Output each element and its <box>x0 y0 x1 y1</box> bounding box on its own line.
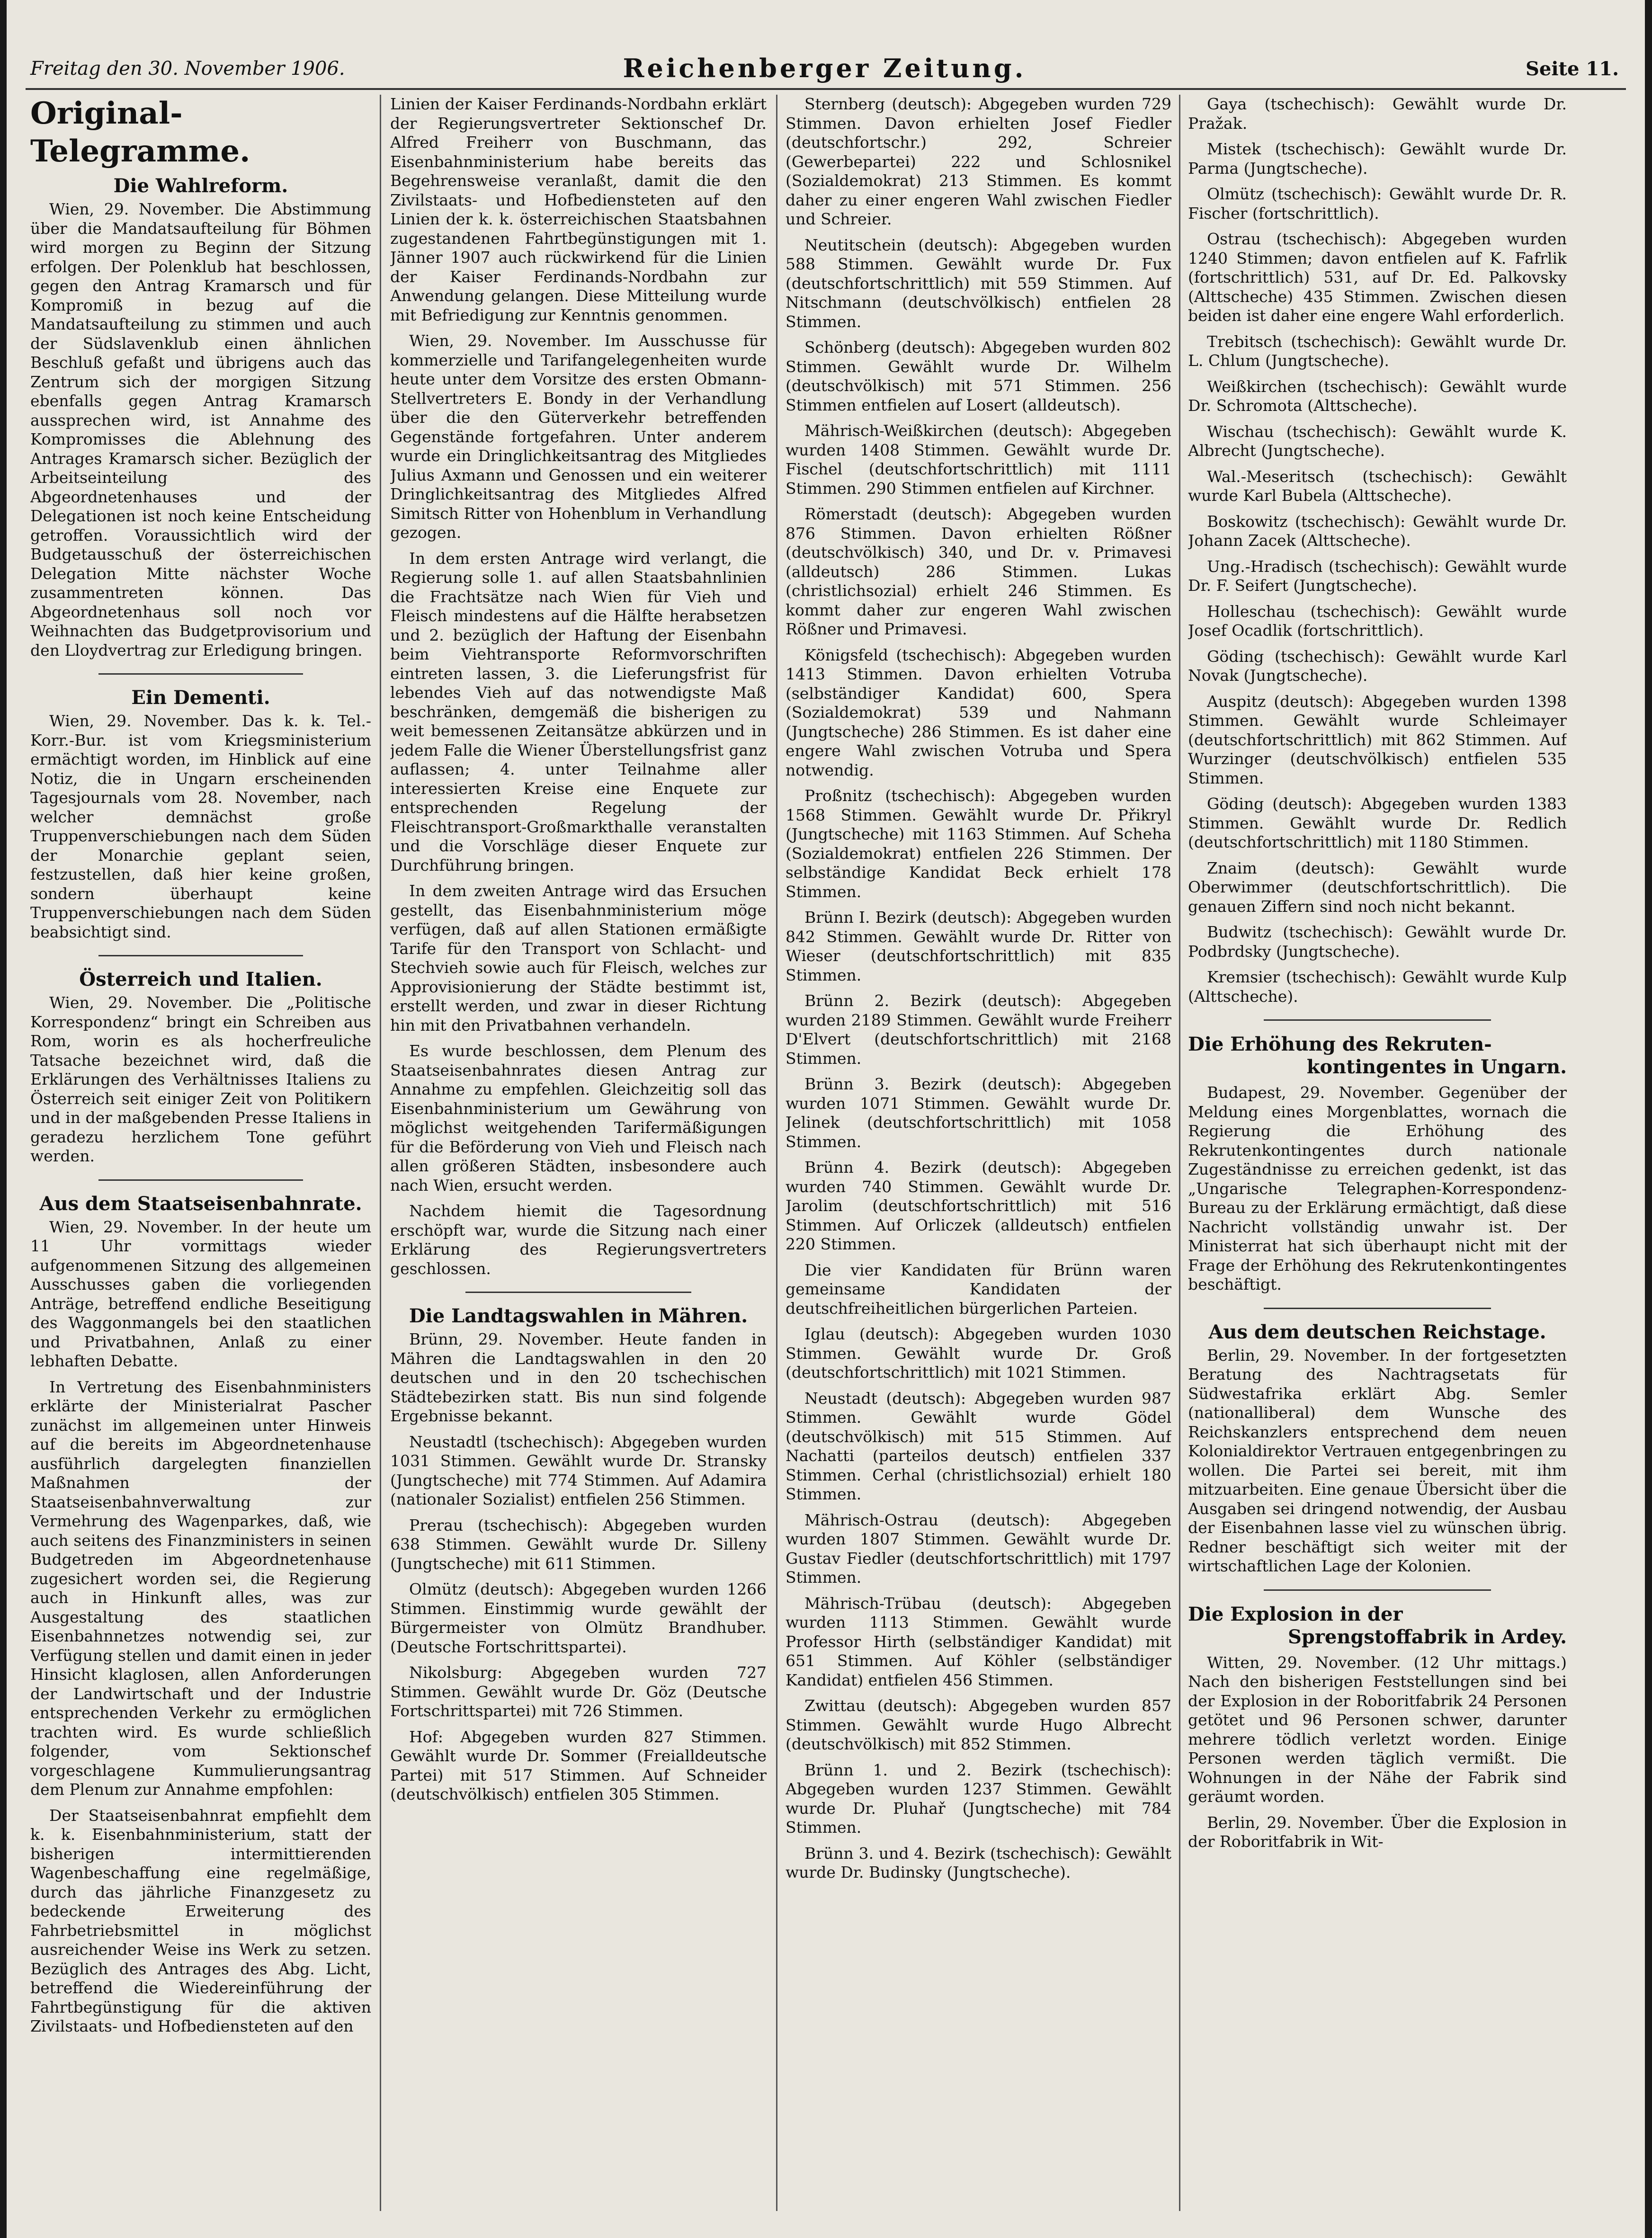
election-result: Nikolsburg: Abgegeben wurden 727 Stimmen. Gewählt wurde Dr. Göz (Deutsche Fortschrittspartei) mit 726 Stimmen. <box>390 1663 767 1720</box>
article-paragraph: Wien, 29. November. Die „Politische Korrespondenz“ bringt ein Schreiben aus Rom, worin es als hocherfreuliche Tatsache bezeichnet wird, daß die Erklärungen des Verhältnisses Italiens zu Österreich seit einiger Zeit von Politikern und in der maßgebenden Presse Italiens in geradezu herzlichem Tone geführt werden. <box>30 993 371 1165</box>
election-result: Brünn 3. Bezirk (deutsch): Abgegeben wurden 1071 Stimmen. Gewählt wurde Dr. Jelinek (deutschfortschrittlich) mit 1058 Stimmen. <box>786 1075 1171 1151</box>
election-result: Ung.-Hradisch (tschechisch): Gewählt wurde Dr. F. Seifert (Jungtscheche). <box>1188 557 1567 595</box>
election-result: Brünn I. Bezirk (deutsch): Abgegeben wurden 842 Stimmen. Gewählt wurde Dr. Ritter von Wieser (deutschfortschrittlich) mit 835 Stimmen. <box>786 908 1171 984</box>
election-result: Proßnitz (tschechisch): Abgegeben wurden 1568 Stimmen. Gewählt wurde Dr. Přikryl (Jungtscheche) mit 1163 Stimmen. Auf Scheha (Sozialdemokrat) entfielen 226 Stimmen. Der selbständige Kandidat Beck erhielt 178 Stimmen. <box>786 786 1171 901</box>
masthead: Reichenberger Zeitung. <box>623 53 1027 83</box>
heading-line: kontingentes in Ungarn. <box>1306 1056 1567 1078</box>
page-header <box>30 50 1619 88</box>
article-separator <box>1264 1308 1491 1309</box>
election-result: Mährisch-Ostrau (deutsch): Abgegeben wurden 1807 Stimmen. Gewählt wurde Dr. Gustav Fiedler (deutschfortschrittlich) mit 1797 Stimmen. <box>786 1510 1171 1587</box>
article-heading: Die Wahlreform. <box>113 175 288 197</box>
election-result: Weißkirchen (tschechisch): Gewählt wurde Dr. Schromota (Alttscheche). <box>1188 377 1567 415</box>
article-separator <box>465 1292 691 1293</box>
newspaper-page <box>7 0 1645 2238</box>
election-result: Trebitsch (tschechisch): Gewählt wurde Dr. L. Chlum (Jungtscheche). <box>1188 332 1567 370</box>
election-result: Neustadt (deutsch): Abgegeben wurden 987 Stimmen. Gewählt wurde Gödel (deutschvölkisch) mit 515 Stimmen. Auf Nachatti (parteilos deutsch) entfielen 337 Stimmen. Cerhal (christlichsozial) erhielt 180 Stimmen. <box>786 1389 1171 1503</box>
election-result: Wischau (tschechisch): Gewählt wurde K. Albrecht (Jungtscheche). <box>1188 422 1567 460</box>
article-separator <box>98 673 303 675</box>
article-paragraph: Berlin, 29. November. Über die Explosion in der Roboritfabrik in Wit- <box>1188 1813 1567 1851</box>
column-divider <box>380 95 381 2211</box>
election-result: Brünn 4. Bezirk (deutsch): Abgegeben wurden 740 Stimmen. Gewählt wurde Dr. Jarolim (deutschfortschrittlich) mit 516 Stimmen. Auf Orliczek (alldeutsch) entfielen 220 Stimmen. <box>786 1158 1171 1253</box>
article-heading: Österreich und Italien. <box>79 968 322 990</box>
election-result: Göding (tschechisch): Gewählt wurde Karl Novak (Jungtscheche). <box>1188 647 1567 685</box>
election-result: Ostrau (tschechisch): Abgegeben wurden 1240 Stimmen; davon entfielen auf K. Fafrlik (fortschrittlich) 531, auf Dr. Ed. Palkovsky (Alttscheche) 435 Stimmen. Zwischen diesen beiden ist daher eine engere Wahl erforderlich. <box>1188 230 1567 325</box>
election-result: Kremsier (tschechisch): Gewählt wurde Kulp (Alttscheche). <box>1188 968 1567 1006</box>
election-result: Boskowitz (tschechisch): Gewählt wurde Dr. Johann Zacek (Alttscheche). <box>1188 512 1567 550</box>
election-result: Brünn 2. Bezirk (deutsch): Abgegeben wurden 2189 Stimmen. Gewählt wurde Freiherr D'Elvert (deutschfortschrittlich) mit 2168 Stimmen. <box>786 991 1171 1068</box>
heading-line: Die Explosion in der <box>1188 1603 1403 1625</box>
election-result: Wal.-Meseritsch (tschechisch): Gewählt wurde Karl Bubela (Alttscheche). <box>1188 467 1567 505</box>
election-result: Olmütz (deutsch): Abgegeben wurden 1266 Stimmen. Einstimmig wurde gewählt der Bürgermeister von Olmütz Brandhuber. (Deutsche Fortschrittspartei). <box>390 1580 767 1656</box>
column-1 <box>30 95 371 2225</box>
article-heading: Aus dem deutschen Reichstage. <box>1208 1320 1546 1343</box>
article-heading: Aus dem Staatseisenbahnrate. <box>39 1192 362 1215</box>
article-separator <box>1264 1589 1491 1591</box>
article-paragraph: Wien, 29. November. Die Abstimmung über die Mandatsaufteilung für Böhmen wird morgen zu Beginn der Sitzung erfolgen. Der Polenklub hat beschlossen, gegen den Antrag Kramarsch und für Kompromiß in bezug auf die Mandatsaufteilung zu stimmen und auch der Südslavenklub einen ähnlichen Beschluß gefaßt und übrigens auch das Zentrum sich der morgigen Sitzung ebenfalls gegen Antrag Kramarsch aussprechen wird, ist Annahme des Kompromisses die Ablehnung des Antrages Kramarsch sicher. Bezüglich der Arbeitseinteilung des Abgeordnetenhauses und der Delegationen ist noch keine Entscheidung getroffen. Voraussichtlich wird der Budgetausschuß der österreichischen Delegation Mitte nächster Woche zusammentreten können. Das Abgeordnetenhaus soll noch vor Weihnachten das Budgetprovisorium und den Lloydvertrag zur Erledigung bringen. <box>30 200 371 660</box>
article-paragraph: Wien, 29. November. In der heute um 11 Uhr vormittags wieder aufgenommenen Sitzung des allgemeinen Ausschusses gaben die vorliegenden Anträge, betreffend endliche Beseitigung des Waggonmangels bei den staatlichen und Privatbahnen, Anlaß zu einer lebhaften Debatte. <box>30 1217 371 1370</box>
article-heading <box>1188 1603 1567 1649</box>
article-paragraph: Brünn, 29. November. Heute fanden in Mähren die Landtagswahlen in den 20 deutschen und in den 20 tschechischen Städtebezirken statt. Bis nun sind folgende Ergebnisse bekannt. <box>390 1330 767 1425</box>
election-result: Zwittau (deutsch): Abgegeben wurden 857 Stimmen. Gewählt wurde Hugo Albrecht (deutschvölkisch) mit 852 Stimmen. <box>786 1696 1171 1753</box>
article-paragraph: Der Staatseisenbahnrat empfiehlt dem k. k. Eisenbahnministerium, statt der bisherigen intermittierenden Wagenbeschaffung eine regelmäßige, durch das jährliche Finanzgesetz zu bedeckende Erweiterung des Fahrbetriebsmittel in möglichst ausreichender Weise ins Werk zu setzen. Bezüglich des Antrages des Abg. Licht, betreffend die Wiedereinführung der Fahrtbegünstigung für die aktiven Zivilstaats- und Hofbediensteten auf den <box>30 1806 371 2035</box>
page-number: Seite 11. <box>1526 58 1619 80</box>
election-result: Göding (deutsch): Abgegeben wurden 1383 Stimmen. Gewählt wurde Dr. Redlich (deutschfortschrittlich) mit 1180 Stimmen. <box>1188 794 1567 851</box>
article-separator <box>98 1179 303 1181</box>
election-result: Mistek (tschechisch): Gewählt wurde Dr. Parma (Jungtscheche). <box>1188 140 1567 178</box>
election-result: Auspitz (deutsch): Abgegeben wurden 1398 Stimmen. Gewählt wurde Schleimayer (deutschfortschrittlich) mit 862 Stimmen. Auf Wurzinger (deutschvölkisch) entfielen 535 Stimmen. <box>1188 692 1567 787</box>
article-heading: Ein Dementi. <box>131 687 270 709</box>
column-4 <box>1188 95 1567 2225</box>
header-date: Freitag den 30. November 1906. <box>30 58 345 80</box>
article-paragraph: Budapest, 29. November. Gegenüber der Meldung eines Morgenblattes, wornach die Regierung die Erhöhung des Rekrutenkontingentes durch nationale Zugeständnisse zu erreichen gedenkt, ist das „Ungarische Telegraphen-Korrespondenz-Bureau zu der Erklärung ermächtigt, daß diese Nachricht vollständig unwahr ist. Der Ministerrat hat sich überhaupt nicht mit der Frage der Erhöhung des Rekrutenkontingentes beschäftigt. <box>1188 1083 1567 1293</box>
election-result: Schönberg (deutsch): Abgegeben wurden 802 Stimmen. Gewählt wurde Dr. Wilhelm (deutschvölkisch) mit 571 Stimmen. 256 Stimmen entfielen auf Losert (alldeutsch). <box>786 338 1171 414</box>
article-paragraph: Berlin, 29. November. In der fortgesetzten Beratung des Nachtragsetats für Südwestafrika erklärt Abg. Semler (nationalliberal) dem Wunsche des Reichskanzlers entsprechend dem neuen Kolonialdirektor Vertrauen entgegenbringen zu wollen. Die Partei sei bereit, mit ihm mitzuarbeiten. Eine genaue Übersicht über die Ausgaben sei dringend notwendig, der Ausbau der Eisenbahnen lasse viel zu wünschen übrig. Redner beschäftigt sich weiter mit der wirtschaftlichen Lage der Kolonien. <box>1188 1346 1567 1575</box>
election-result: Znaim (deutsch): Gewählt wurde Oberwimmer (deutschfortschrittlich). Die genauen Ziffern sind noch nicht bekannt. <box>1188 858 1567 916</box>
column-divider <box>1179 95 1180 2211</box>
election-result: Neutitschein (deutsch): Abgegeben wurden 588 Stimmen. Gewählt wurde Dr. Fux (deutschfortschrittlich) mit 559 Stimmen. Auf Nitschmann (deutschvölkisch) entfielen 28 Stimmen. <box>786 235 1171 331</box>
election-result: Mährisch-Trübau (deutsch): Abgegeben wurden 1113 Stimmen. Gewählt wurde Professor Hirth (selbständiger Kandidat) mit 651 Stimmen. Auf Köhler (selbständiger Kandidat) entfielen 456 Stimmen. <box>786 1594 1171 1689</box>
heading-line: Die Erhöhung des Rekruten- <box>1188 1033 1492 1055</box>
section-title: Original-Telegramme. <box>30 96 250 169</box>
election-result: Mährisch-Weißkirchen (deutsch): Abgegeben wurden 1408 Stimmen. Gewählt wurde Dr. Fischel (deutschfortschrittlich) mit 1111 Stimmen. 290 Stimmen entfielen auf Kirchner. <box>786 421 1171 498</box>
column-2 <box>390 95 767 2225</box>
article-paragraph: Nachdem hiemit die Tagesordnung erschöpft war, wurde die Sitzung nach einer Erklärung des Regierungsvertreters geschlossen. <box>390 1202 767 1278</box>
article-paragraph: Wien, 29. November. Das k. k. Tel.-Korr.-Bur. ist vom Kriegsministerium ermächtigt worden, im Hinblick auf eine Notiz, die in Ungarn erscheinenden Tagesjournals vom 28. November, nach welcher demnächst große Truppenverschiebungen nach dem Süden der Monarchie geplant seien, festzustellen, daß hier keine großen, sondern überhaupt keine Truppenverschiebungen nach dem Süden beabsichtigt sind. <box>30 712 371 941</box>
article-heading: Die Landtagswahlen in Mähren. <box>409 1305 748 1327</box>
election-result: Brünn 1. und 2. Bezirk (tschechisch): Abgegeben wurden 1237 Stimmen. Gewählt wurde Dr. Pluhař (Jungtscheche) mit 784 Stimmen. <box>786 1760 1171 1837</box>
heading-line: Sprengstoffabrik in Ardey. <box>1287 1625 1567 1648</box>
column-3 <box>786 95 1171 2225</box>
election-result: Budwitz (tschechisch): Gewählt wurde Dr. Podbrdsky (Jungtscheche). <box>1188 923 1567 961</box>
election-result: Olmütz (tschechisch): Gewählt wurde Dr. R. Fischer (fortschrittlich). <box>1188 185 1567 223</box>
article-separator <box>1264 1019 1491 1021</box>
header-rule <box>26 88 1626 90</box>
election-result: Königsfeld (tschechisch): Abgegeben wurden 1413 Stimmen. Davon erhielten Votruba (selbständiger Kandidat) 600, Spera (Sozialdemokrat) 539 und Nahmann (Jungtscheche) 286 Stimmen. Es ist daher eine engere Wahl zwischen Votruba und Spera notwendig. <box>786 645 1171 779</box>
article-paragraph: Witten, 29. November. (12 Uhr mittags.) Nach den bisherigen Feststellungen sind bei der Explosion in der Roboritfabrik 24 Personen getötet und 96 Personen schwer, darunter mehrere tödlich verletzt worden. Einige Personen werden täglich vermißt. Die Wohnungen in der Nähe der Fabrik sind geräumt worden. <box>1188 1653 1567 1806</box>
election-result: Römerstadt (deutsch): Abgegeben wurden 876 Stimmen. Davon erhielten Rößner (deutschvölkisch) 340, und Dr. v. Primavesi (alldeutsch) 286 Stimmen. Lukas (christlichsozial) erhielt 246 Stimmen. Es kommt daher zur engeren Wahl zwischen Rößner und Primavesi. <box>786 505 1171 638</box>
election-result: Sternberg (deutsch): Abgegeben wurden 729 Stimmen. Davon erhielten Josef Fiedler (deutschfortschr.) 292, Schreier (Gewerbepartei) 222 und Schlosnikel (Sozialdemokrat) 213 Stimmen. Es kommt daher zu einer engeren Wahl zwischen Fiedler und Schreier. <box>786 95 1171 228</box>
article-paragraph: Die vier Kandidaten für Brünn waren gemeinsame Kandidaten der deutschfreiheitlichen bürgerlichen Parteien. <box>786 1260 1171 1318</box>
article-paragraph: Wien, 29. November. Im Ausschusse für kommerzielle und Tarifangelegenheiten wurde heute unter dem Vorsitze des ersten Obmann-Stellvertreters E. Bondy in der Verhandlung über die den Güterverkehr betreffenden Gegenstände fortgefahren. Unter anderem wurde ein Dringlichkeitsantrag des Mitgliedes Julius Axmann und Genossen und ein weiterer Dringlichkeitsantrag des Mitgliedes Alfred Simitsch Ritter von Hohenblum in Verhandlung gezogen. <box>390 331 767 542</box>
election-result: Iglau (deutsch): Abgegeben wurden 1030 Stimmen. Gewählt wurde Dr. Groß (deutschfortschrittlich) mit 1021 Stimmen. <box>786 1325 1171 1382</box>
column-divider <box>776 95 777 2211</box>
article-paragraph: In Vertretung des Eisenbahnministers erklärte der Ministerialrat Pascher zunächst im allgemeinen unter Hinweis auf die bereits im Abgeordnetenhause ausführlich dargelegten finanziellen Maßnahmen der Staatseisenbahnverwaltung zur Vermehrung des Wagenparkes, daß, wie auch seitens des Finanzministers in seinen Budgetreden im Abgeordnetenhause zugesichert worden sei, die Regierung auch in Hinkunft alles, was zur Ausgestaltung des staatlichen Eisenbahnnetzes notwendig sei, zur Verfügung stellen und damit einen in jeder Hinsicht klaglosen, allen Anforderungen der Landwirtschaft und der Industrie entsprechenden Verkehr zu ermöglichen trachten wird. Es wurde schließlich folgender, vom Sektionschef vorgeschlagene Kummulierungsantrag dem Plenum zur Annahme empfohlen: <box>30 1377 371 1799</box>
election-result: Hof: Abgegeben wurden 827 Stimmen. Gewählt wurde Dr. Sommer (Freialldeutsche Partei) mit 517 Stimmen. Auf Schneider (deutschvölkisch) entfielen 305 Stimmen. <box>390 1727 767 1803</box>
article-paragraph: Es wurde beschlossen, dem Plenum des Staatseisenbahnrates diesen Antrag zur Annahme zu empfehlen. Gleichzeitig soll das Eisenbahnministerium um Gewährung von möglichst weitgehenden Tarifermäßigungen für die Beförderung von Vieh und Fleisch nach allen größeren Städten, insbesondere auch nach Wien, ersucht werden. <box>390 1042 767 1195</box>
article-separator <box>98 955 303 956</box>
election-result: Gaya (tschechisch): Gewählt wurde Dr. Pražak. <box>1188 95 1567 133</box>
election-result: Brünn 3. und 4. Bezirk (tschechisch): Gewählt wurde Dr. Budinsky (Jungtscheche). <box>786 1844 1171 1881</box>
article-paragraph: Linien der Kaiser Ferdinands-Nordbahn erklärt der Regierungsvertreter Sektionschef Dr. Alfred Freiherr von Buschmann, das Eisenbahnministerium habe bereits das Begehrensweise veranlaßt, damit die den Zivilstaats- und Hofbediensteten auf den Linien der k. k. österreichischen Staatsbahnen zugestandenen Fahrtbegünstigungen mit 1. Jänner 1907 auch rückwirkend für die Linien der Kaiser Ferdinands-Nordbahn zur Anwendung gelangen. Diese Mitteilung wurde mit Befriedigung zur Kenntnis genommen. <box>390 95 767 324</box>
election-result: Holleschau (tschechisch): Gewählt wurde Josef Ocadlik (fortschrittlich). <box>1188 602 1567 640</box>
article-paragraph: In dem ersten Antrage wird verlangt, die Regierung solle 1. auf allen Staatsbahnlinien die Frachtsätze nach Wien für Vieh und Fleisch mindestens auf die Hälfte herabsetzen und 2. bezüglich der Haftung der Eisenbahn beim Viehtransporte Reformvorschriften eintreten lassen, 3. die Lieferungsfrist für lebendes Vieh auf das notwendigste Maß beschränken, demgemäß die bisherigen zu weit bemessenen Zeitansätze abkürzen und in jedem Falle die Wiener Überstellungsfrist ganz auflassen; 4. unter Teilnahme aller interessierten Kreise eine Enquete zur entsprechenden Regelung der Fleischtransport-Großmarkthalle veranstalten und die Vorschläge dieser Enquete zur Durchführung bringen. <box>390 549 767 874</box>
article-paragraph: In dem zweiten Antrage wird das Ersuchen gestellt, das Eisenbahnministerium möge verfügen, daß auf allen Stationen ermäßigte Tarife für den Transport von Schlacht- und Stechvieh sowie auch für Fleisch, welches zur Approvisionierung der Städte bestimmt ist, erstellt werden, und zwar in dieser Richtung hin mit den Privatbahnen verhandeln. <box>390 882 767 1034</box>
election-result: Prerau (tschechisch): Abgegeben wurden 638 Stimmen. Gewählt wurde Dr. Silleny (Jungtscheche) mit 611 Stimmen. <box>390 1516 767 1573</box>
election-result: Neustadtl (tschechisch): Abgegeben wurden 1031 Stimmen. Gewählt wurde Dr. Stransky (Jungtscheche) mit 774 Stimmen. Auf Adamira (nationaler Sozialist) entfielen 256 Stimmen. <box>390 1432 767 1508</box>
article-heading <box>1188 1033 1567 1079</box>
